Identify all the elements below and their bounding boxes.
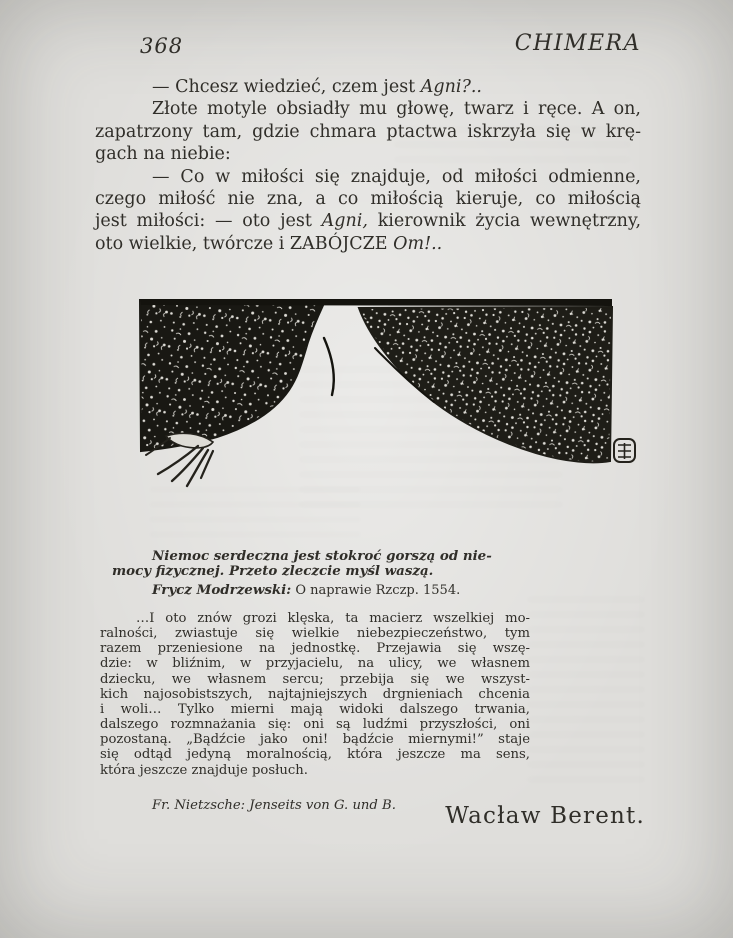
text-line bbox=[95, 233, 641, 255]
quote-line: kich najosobistszych, najtajniejszych drgnieniach chcenia bbox=[100, 686, 530, 702]
text-line: gach na niebie: bbox=[95, 144, 231, 165]
page-number: 368 bbox=[140, 34, 184, 58]
italic-term-agni: Agni, bbox=[321, 211, 368, 232]
top-border-line bbox=[140, 299, 612, 306]
quote-line: która jeszcze znajduje posłuch. bbox=[100, 762, 308, 778]
italic-term-agni: Agni?.. bbox=[420, 77, 482, 97]
text-line: zapatrzony tam, gdzie chmara ptactwa iskrzyła się w krę- bbox=[95, 121, 641, 142]
text-segment: jest miłości: — oto jest bbox=[95, 211, 322, 232]
italic-term-om: Om!.. bbox=[393, 233, 443, 254]
epigraph-line: Niemoc serdeczna jest stokroć gorszą od nie- bbox=[152, 548, 492, 564]
quote-line: dalszego rozmnażania się: oni są ludźmi przyszłości, oni bbox=[100, 717, 530, 733]
bleed-through-smudge bbox=[150, 488, 360, 536]
text-line: — Co w miłości się znajduje, od miłości odmienne, bbox=[152, 166, 641, 187]
bleed-through-smudge bbox=[528, 598, 644, 786]
quote-line: …I oto znów grozi klęska, ta macierz wszelkiej mo- bbox=[136, 611, 530, 626]
epigraph-source-author: Frycz Modrzewski: bbox=[152, 581, 292, 598]
main-text-block bbox=[95, 76, 641, 255]
epigraph-block bbox=[112, 549, 528, 598]
wave-illustration bbox=[138, 290, 638, 495]
quote-line: pozostaną. „Bądźcie jako oni! bądźcie miernymi!” staje bbox=[100, 732, 530, 748]
journal-title: CHIMERA bbox=[514, 31, 641, 56]
artist-monogram-seal bbox=[614, 439, 635, 462]
quote-line: dziecku, we własnem sercu; przebija się we wszyst- bbox=[100, 671, 530, 687]
text-segment: oto wielkie, twórcze i ZABÓJCZE bbox=[95, 233, 394, 254]
text-line: czego miłość nie zna, a co miłością kieruje, co miłością bbox=[95, 189, 641, 210]
text-line bbox=[95, 210, 641, 232]
quote-line: razem przeniesione na jednostkę. Przejawia się wszę- bbox=[100, 641, 530, 657]
epigraph-source-work: O naprawie Rzczp. 1554. bbox=[291, 582, 461, 598]
quote-line: się odtąd jedyną moralnością, która jeszcze ma sens, bbox=[100, 747, 530, 763]
quote-attribution: Fr. Nietzsche: Jenseits von G. und B. bbox=[152, 798, 396, 814]
nietzsche-quotation-block bbox=[100, 611, 530, 778]
text-segment: kierownik życia wewnętrzny, bbox=[367, 211, 642, 232]
text-line: Złote motyle obsiadły mu głowę, twarz i ręce. A on, bbox=[152, 99, 641, 120]
epigraph-line: mocy fizycznej. Przeto zleczcie myśl waszą. bbox=[112, 562, 434, 579]
wave-curl-stroke bbox=[324, 338, 334, 395]
stipple-mass-left bbox=[140, 300, 325, 451]
epigraph-source bbox=[112, 583, 528, 599]
author-signature: Wacław Berent. bbox=[445, 803, 645, 829]
stipple-mass-right bbox=[359, 307, 612, 462]
quote-line: ralności, zwiastuje się wielkie niebezpieczeństwo, tym bbox=[100, 626, 530, 642]
text-segment: — Chcesz wiedzieć, czem jest bbox=[152, 77, 421, 97]
quote-line: dzie: w bliźnim, w przyjacielu, na ulicy, we własnem bbox=[100, 656, 530, 672]
quote-line: i woli… Tylko mierni mają widoki dalszego trwania, bbox=[100, 701, 530, 717]
text-line bbox=[95, 76, 641, 98]
